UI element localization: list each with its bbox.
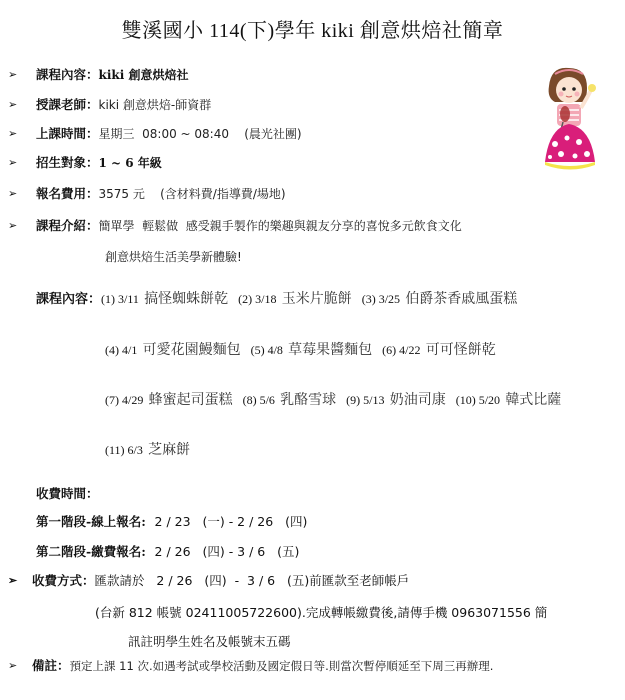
payment-account-line: (台新 812 帳號 02411005722600).完成轉帳繳費後,請傳手機 0963071556 簡 (95, 605, 548, 620)
info-value: 1 ~ 6 年級 (98, 156, 162, 170)
info-label: 授課老師： (36, 97, 99, 112)
info-label: 課程介紹： (36, 218, 99, 233)
fee-stage-1: 第一階段-線上報名: 2 / 23 (一) - 2 / 26 (四) (36, 514, 308, 529)
course-list-row-3: (7) 4/29 蜂蜜起司蛋糕 (8) 5/6 乳酪雪球 (9) 5/13 奶油司康 (10) 5/20 韓式比薩 (105, 392, 562, 408)
fee-time-heading: 收費時間： (36, 486, 99, 501)
arrow-bullet-icon: ➢ (8, 127, 18, 140)
info-label: 課程內容： (36, 67, 99, 82)
arrow-bullet-icon: ➢ (8, 659, 18, 672)
fee-stage-2: 第二階段-繳費報名: 2 / 26 (四) - 3 / 6 (五) (36, 544, 300, 559)
course-list-row-1: 課程內容：(1) 3/11 搞怪蜘蛛餅乾 (2) 3/18 玉米片脆餅 (3) 3/25 伯爵茶香戚風蛋糕 (36, 291, 518, 307)
arrow-bullet-icon: ➢ (8, 574, 18, 587)
arrow-bullet-icon: ➢ (8, 156, 18, 169)
info-value: kiki 創意烘焙-師資群 (98, 98, 212, 112)
arrow-bullet-icon: ➢ (8, 98, 18, 111)
info-label: 上課時間： (36, 126, 99, 141)
arrow-bullet-icon: ➢ (8, 219, 18, 232)
intro-line-2: 創意烘焙生活美學新體驗! (105, 250, 242, 264)
info-label: 報名費用： (36, 186, 99, 201)
info-value: 簡單學 輕鬆做 感受親手製作的樂趣與親友分享的喜悅多元飲食文化 (98, 219, 462, 233)
course-label: 課程內容： (36, 292, 102, 307)
payment-sms-line: 訊註明學生姓名及帳號末五碼 (128, 634, 291, 649)
page-title: 雙溪國小 114(下)學年 kiki 創意烘焙社簡章 (121, 20, 504, 42)
info-label: 招生對象： (36, 155, 99, 170)
baker-girl-illustration (535, 62, 605, 180)
arrow-bullet-icon: ➢ (8, 187, 18, 200)
course-list-row-4: (11) 6/3 芝麻餅 (105, 442, 191, 458)
info-value: 3575 元 (含材料費/指導費/場地) (98, 187, 286, 201)
course-list-row-2: (4) 4/1 可愛花園鰻麵包 (5) 4/8 草莓果醬麵包 (6) 4/22 可可怪餅乾 (105, 342, 496, 358)
arrow-bullet-icon: ➢ (8, 68, 18, 81)
info-value: 星期三 08:00 ~ 08:40 (晨光社團) (98, 127, 302, 141)
info-value: kiki 創意烘焙社 (98, 68, 189, 82)
